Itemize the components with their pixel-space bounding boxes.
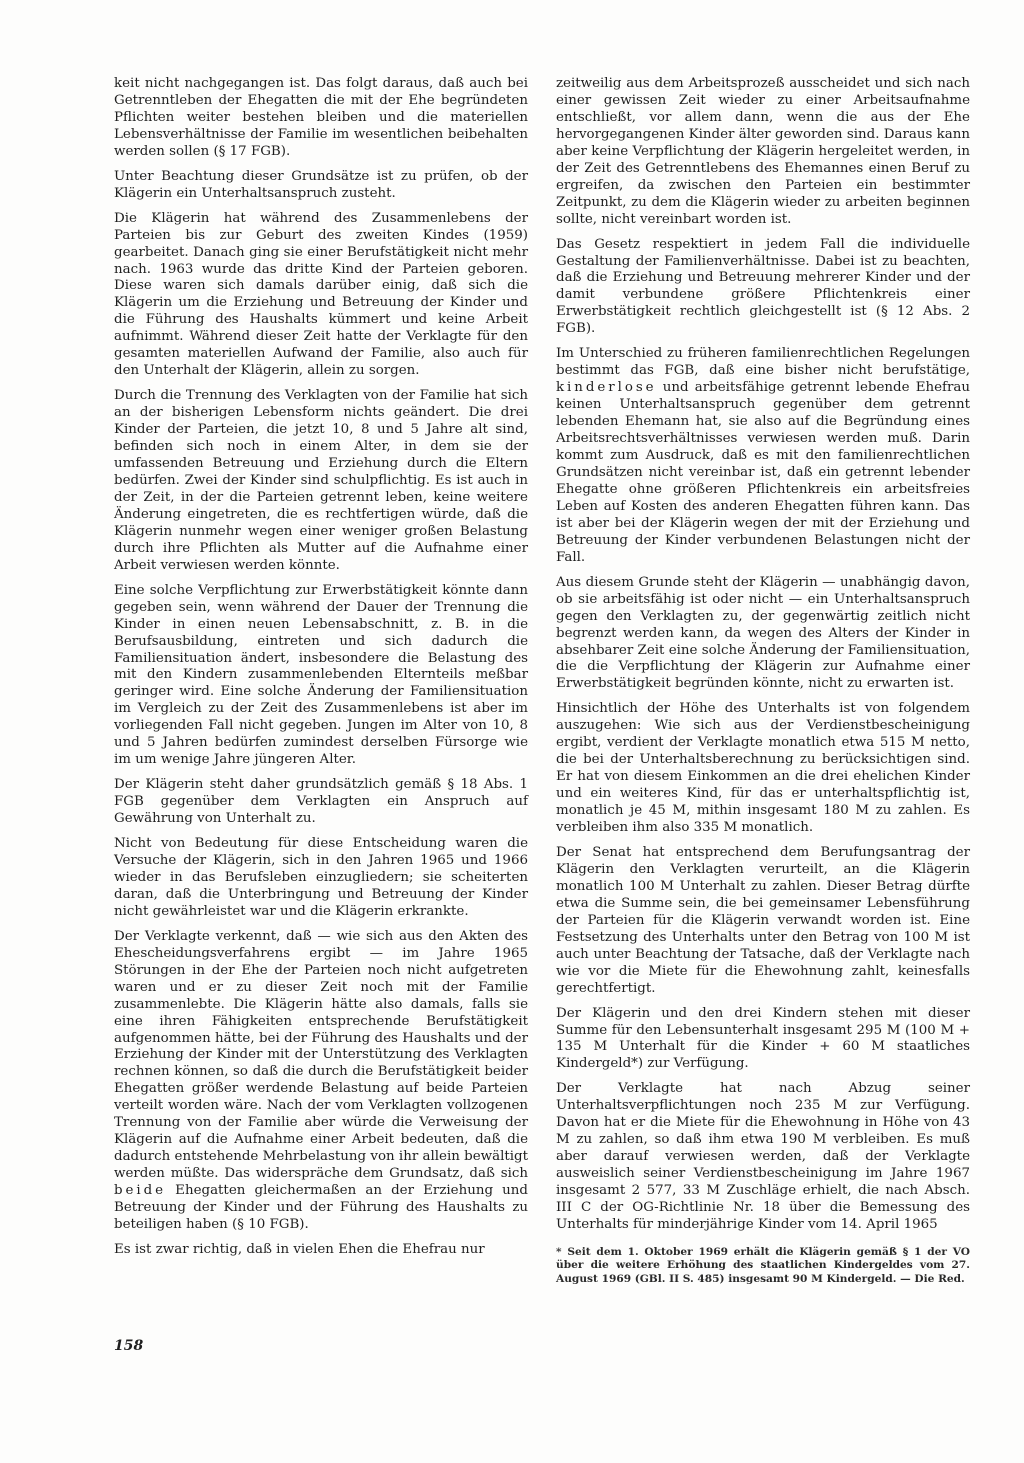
paragraph: Aus diesem Grunde steht der Klägerin — unabhängig davon, ob sie arbeitsfähig ist oder nicht — ein Unterhaltsanspruch gegen den Verklagten zu, der gegenwärtig zeitlich nicht begrenzt werden kann, da wegen des Alters der Kinder in absehbarer Zeit eine solche Änderung der Familiensituation, die die Verpflichtung der Klägerin zur Aufnahme einer Erwerbstätigkeit begründen könnte, nicht zu erwarten ist.	[556, 574, 970, 692]
paragraph-text: und arbeitsfähige getrennt lebende Ehefrau keinen Unterhaltsanspruch gegenüber dem getrennt lebenden Ehemann hat, sie also auf die Begründung eines Arbeitsrechtsverhältnisses verwiesen werden muß. Darin kommt zum Ausdruck, daß es mit den familienrechtlichen Grundsätzen nicht vereinbar ist, daß ein getrennt lebender Ehegatte ohne größeren Pflichtenkreis ein arbeitsfreies Leben auf Kosten des anderen Ehegatten führen kann. Das ist aber bei der Klägerin wegen der mit der Erziehung und Betreuung der Kinder verbundenen Belastungen nicht der Fall.	[556, 380, 970, 565]
paragraph: zeitweilig aus dem Arbeitsprozeß ausscheidet und sich nach einer gewissen Zeit wieder zu einer Arbeitsaufnahme entschließt, vor allem dann, wenn die aus der Ehe hervorgegangenen Kinder älter geworden sind. Daraus kann aber keine Verpflichtung der Klägerin hergeleitet werden, in der Zeit des Getrenntlebens des Ehemannes einen Beruf zu ergreifen, da zwischen den Parteien ein bestimmter Zeitpunkt, zu dem die Klägerin wieder zu arbeiten beginnen sollte, nicht vereinbart worden ist.	[556, 76, 970, 227]
paragraph-text: Ehegatten gleichermaßen an der Erziehung und Betreuung der Kinder und der Führung des Haushalts zu beteiligen haben (§ 10 FGB).	[114, 1183, 528, 1232]
page-number: 158	[114, 1338, 144, 1354]
paragraph: Die Klägerin hat während des Zusammenlebens der Parteien bis zur Geburt des zweiten Kindes (1959) gearbeitet. Danach ging sie einer Berufstätigkeit nicht mehr nach. 1963 wurde das dritte Kind der Parteien geboren. Diese waren sich damals darüber einig, daß sich die Klägerin um die Erziehung und Betreuung der Kinder und die Führung des Haushalts kümmert und keine Arbeit aufnimmt. Während dieser Zeit hatte der Verklagte für den gesamten materiellen Aufwand der Familie, also auch für den Unterhalt der Klägerin, allein zu sorgen.	[114, 210, 528, 379]
paragraph-text: Im Unterschied zu früheren familienrechtlichen Regelungen bestimmt das FGB, daß eine bisher nicht berufstätige,	[556, 346, 970, 379]
paragraph	[114, 929, 528, 1234]
paragraph: Der Klägerin steht daher grundsätzlich gemäß § 18 Abs. 1 FGB gegenüber dem Verklagten ein Anspruch auf Gewährung von Unterhalt zu.	[114, 777, 528, 827]
right-column	[556, 76, 970, 1286]
paragraph-text: Der Verklagte verkennt, daß — wie sich aus den Akten des Ehescheidungsverfahrens ergibt — im Jahre 1965 Störungen in der Ehe der Parteien noch nicht aufgetreten waren und er zu dieser Zeit noch mit der Familie zusammenlebte. Die Klägerin hätte also damals, falls sie eine ihren Fähigkeiten entsprechende Berufstätigkeit aufgenommen hätte, bei der Führung des Haushalts und der Erziehung der Kinder mit der Unterstützung des Verklagten rechnen können, so daß die durch die Berufstätigkeit beider Ehegatten größer werdende Belastung auf beide Parteien verteilt worden wäre. Nach der vom Verklagten vollzogenen Trennung von der Familie aber würde die Verweisung der Klägerin auf die Aufnahme einer Arbeit bedeuten, daß die dadurch entstehende Mehrbelastung von ihr allein bewältigt werden müßte. Das widerspräche dem Grundsatz, daß sich	[114, 928, 528, 1182]
left-column	[114, 76, 528, 1267]
paragraph: Durch die Trennung des Verklagten von der Familie hat sich an der bisherigen Lebensform nichts geändert. Die drei Kinder der Parteien, die jetzt 10, 8 und 5 Jahre alt sind, befinden sich noch in einem Alter, in dem sie der umfassenden Betreuung und Erziehung durch die Eltern bedürfen. Zwei der Kinder sind schulpflichtig. Es ist auch in der Zeit, in der die Parteien getrennt leben, keine weitere Änderung eingetreten, die es rechtfertigen würde, daß die Klägerin nunmehr wegen einer weniger großen Belastung durch ihre Pflichten als Mutter auf die Aufnahme einer Arbeit verwiesen werden könnte.	[114, 388, 528, 573]
paragraph: Hinsichtlich der Höhe des Unterhalts ist von folgendem auszugehen: Wie sich aus der Verdienstbescheinigung ergibt, verdient der Verklagte monatlich etwa 515 M netto, die bei der Unterhaltsberechnung zu berücksichtigen sind. Er hat von diesem Einkommen an die drei ehelichen Kinder und ein weiteres Kind, für das er unterhaltspflichtig ist, monatlich je 45 M, mithin insgesamt 180 M zu zahlen. Es verbleiben ihm also 335 M monatlich.	[556, 701, 970, 836]
paragraph: Es ist zwar richtig, daß in vielen Ehen die Ehefrau nur	[114, 1241, 485, 1257]
footnote: * Seit dem 1. Oktober 1969 erhält die Klägerin gemäß § 1 der VO über die weitere Erhöhung des staatlichen Kindergeldes vom 27. August 1969 (GBl. II S. 485) insgesamt 90 M Kindergeld. — Die Red.	[556, 1245, 970, 1285]
spaced-emphasis: beide	[114, 1183, 167, 1199]
paragraph: keit nicht nachgegangen ist. Das folgt daraus, daß auch bei Getrenntleben der Ehegatten die mit der Ehe begründeten Pflichten weiter bestehen bleiben und die materiellen Lebensverhältnisse der Familie im wesentlichen beibehalten werden sollen (§ 17 FGB).	[114, 76, 528, 159]
paragraph: Der Verklagte hat nach Abzug seiner Unterhaltsverpflichtungen noch 235 M zur Verfügung. Davon hat er die Miete für die Ehewohnung in Höhe von 43 M zu zahlen, so daß ihm etwa 190 M verbleiben. Es muß aber darauf verwiesen werden, daß der Verklagte ausweislich seiner Verdienstbescheinigung im Jahre 1967 insgesamt 2 577, 33 M Zuschläge erhielt, die nach Absch. III C der OG-Richtlinie Nr. 18 über die Bemessung des Unterhalts für minderjährige Kinder vom 14. April 1965	[556, 1081, 970, 1232]
paragraph: Der Klägerin und den drei Kindern stehen mit dieser Summe für den Lebensunterhalt insgesamt 295 M (100 M + 135 M Unterhalt für die Kinder + 60 M staatliches Kindergeld*) zur Verfügung.	[556, 1005, 970, 1072]
paragraph: Unter Beachtung dieser Grundsätze ist zu prüfen, ob der Klägerin ein Unterhaltsanspruch zusteht.	[114, 168, 528, 201]
paragraph	[556, 346, 970, 566]
paragraph: Nicht von Bedeutung für diese Entscheidung waren die Versuche der Klägerin, sich in den Jahren 1965 und 1966 wieder in das Berufsleben einzugliedern; sie scheiterten daran, daß die Unterbringung und Betreuung der Kinder nicht gewährleistet war und die Klägerin erkrankte.	[114, 836, 528, 919]
paragraph: Eine solche Verpflichtung zur Erwerbstätigkeit könnte dann gegeben sein, wenn während der Dauer der Trennung die Kinder in einen neuen Lebensabschnitt, z. B. in die Berufsausbildung, eintreten und sich dadurch die Familiensituation ändert, insbesondere die Belastung des mit den Kindern zusammenlebenden Elternteils meßbar geringer wird. Eine solche Änderung der Familiensituation im Vergleich zu der Zeit des Zusammenlebens ist aber im vorliegenden Fall nicht gegeben. Jungen im Alter von 10, 8 und 5 Jahren bedürfen zumindest derselben Fürsorge wie im um wenige Jahre jüngeren Alter.	[114, 582, 528, 768]
paragraph: Das Gesetz respektiert in jedem Fall die individuelle Gestaltung der Familienverhältnisse. Dabei ist zu beachten, daß die Erziehung und Betreuung mehrerer Kinder und der damit verbundene größere Pflichtenkreis einer Erwerbstätigkeit rechtlich gleichgestellt ist (§ 12 Abs. 2 FGB).	[556, 236, 970, 337]
paragraph: Der Senat hat entsprechend dem Berufungsantrag der Klägerin den Verklagten verurteilt, an die Klägerin monatlich 100 M Unterhalt zu zahlen. Dieser Betrag dürfte etwa die Summe sein, die bei gemeinsamer Lebensführung der Parteien für die Klägerin verwandt worden ist. Eine Festsetzung des Unterhalts unter den Betrag von 100 M ist auch unter Beachtung der Tatsache, daß der Verklagte nach wie vor die Miete für die Ehewohnung zahlt, keinesfalls gerechtfertigt.	[556, 844, 970, 996]
spaced-emphasis: kinderlose	[556, 380, 657, 396]
